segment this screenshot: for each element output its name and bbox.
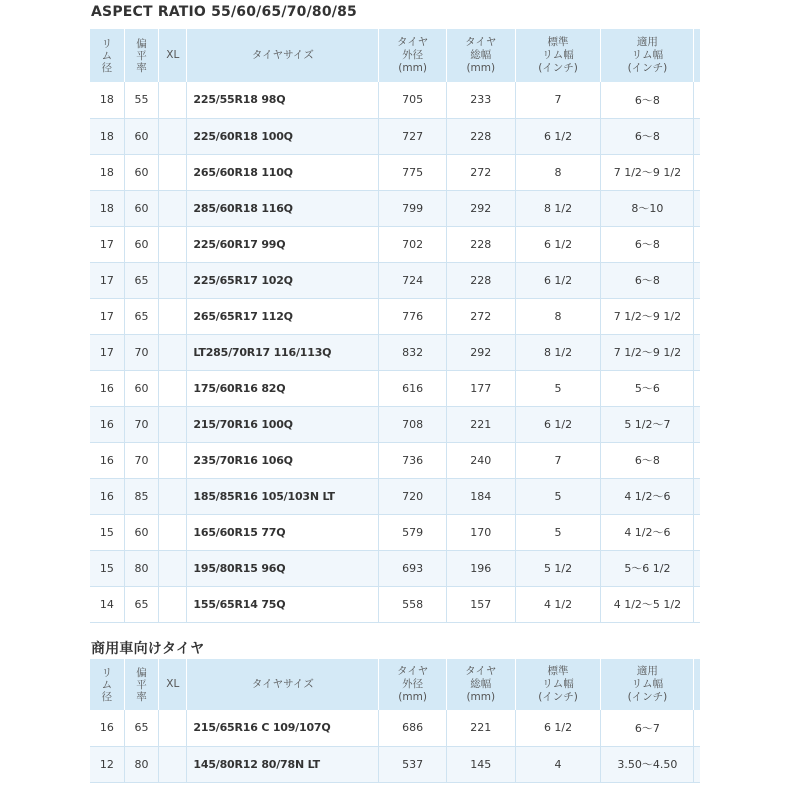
cell-total-width: 157 — [446, 586, 515, 622]
cell-standard-rim-width: 6 1/2 — [515, 710, 601, 746]
cell-aspect-ratio: 65 — [124, 298, 158, 334]
cell-tire-size: 285/60R18 116Q — [187, 190, 379, 226]
cell-tire-size: 225/65R17 102Q — [187, 262, 379, 298]
cell-gap — [694, 710, 700, 746]
cell-standard-rim-width: 5 — [515, 514, 601, 550]
cell-applicable-rim-width: 7 1/2～9 1/2 — [601, 334, 694, 370]
cell-applicable-rim-width: 6～8 — [601, 118, 694, 154]
cell-total-width: 221 — [446, 710, 515, 746]
cell-standard-rim-width: 6 1/2 — [515, 118, 601, 154]
cell-gap — [694, 190, 700, 226]
cell-applicable-rim-width: 5～6 1/2 — [601, 550, 694, 586]
cell-outer-diameter: 736 — [379, 442, 447, 478]
cell-rim-diameter: 18 — [90, 118, 124, 154]
cell-gap — [694, 370, 700, 406]
table-row — [90, 746, 700, 782]
cell-aspect-ratio: 60 — [124, 118, 158, 154]
cell-xl — [159, 118, 187, 154]
cell-applicable-rim-width: 7 1/2～9 1/2 — [601, 298, 694, 334]
cell-rim-diameter: 17 — [90, 298, 124, 334]
cell-rim-diameter: 17 — [90, 226, 124, 262]
cell-aspect-ratio: 60 — [124, 190, 158, 226]
cell-standard-rim-width: 8 — [515, 154, 601, 190]
cell-applicable-rim-width: 6～8 — [601, 442, 694, 478]
cell-total-width: 272 — [446, 154, 515, 190]
cell-aspect-ratio: 60 — [124, 370, 158, 406]
cell-xl — [159, 478, 187, 514]
section2-title: 商用車向けタイヤ — [91, 641, 205, 657]
cell-aspect-ratio: 55 — [124, 82, 158, 118]
cell-total-width: 170 — [446, 514, 515, 550]
cell-applicable-rim-width: 5 1/2～7 — [601, 406, 694, 442]
cell-rim-diameter: 16 — [90, 370, 124, 406]
cell-gap — [694, 154, 700, 190]
cell-aspect-ratio: 65 — [124, 262, 158, 298]
header-standard-rim-width: 標準 リム幅 (インチ) — [515, 659, 601, 710]
cell-xl — [159, 710, 187, 746]
cell-tire-size: 265/60R18 110Q — [187, 154, 379, 190]
cell-xl — [159, 746, 187, 782]
cell-standard-rim-width: 4 — [515, 746, 601, 782]
cell-standard-rim-width: 7 — [515, 442, 601, 478]
cell-gap — [694, 226, 700, 262]
cell-standard-rim-width: 6 1/2 — [515, 226, 601, 262]
cell-standard-rim-width: 6 1/2 — [515, 262, 601, 298]
cell-gap — [694, 118, 700, 154]
table-row — [90, 478, 700, 514]
header-outer-diameter: タイヤ 外径 (mm) — [379, 659, 447, 710]
cell-total-width: 196 — [446, 550, 515, 586]
cell-outer-diameter: 776 — [379, 298, 447, 334]
table-row — [90, 710, 700, 746]
table-header-row — [90, 29, 700, 82]
header-applicable-rim-width: 適用 リム幅 (インチ) — [601, 29, 694, 82]
cell-rim-diameter: 16 — [90, 710, 124, 746]
cell-rim-diameter: 15 — [90, 550, 124, 586]
header-aspect-ratio: 偏 平 率 — [124, 659, 158, 710]
commercial-tire-table — [90, 659, 700, 783]
cell-outer-diameter: 775 — [379, 154, 447, 190]
cell-aspect-ratio: 65 — [124, 710, 158, 746]
cell-rim-diameter: 17 — [90, 262, 124, 298]
cell-rim-diameter: 18 — [90, 190, 124, 226]
table-body — [90, 710, 700, 782]
tire-size-table — [90, 29, 700, 623]
cell-tire-size: 225/55R18 98Q — [187, 82, 379, 118]
cell-total-width: 228 — [446, 262, 515, 298]
cell-applicable-rim-width: 6～8 — [601, 262, 694, 298]
cell-standard-rim-width: 8 — [515, 298, 601, 334]
header-aspect-ratio: 偏 平 率 — [124, 29, 158, 82]
cell-xl — [159, 406, 187, 442]
cell-aspect-ratio: 60 — [124, 154, 158, 190]
cell-gap — [694, 298, 700, 334]
cell-outer-diameter: 708 — [379, 406, 447, 442]
cell-aspect-ratio: 70 — [124, 334, 158, 370]
cell-gap — [694, 82, 700, 118]
cell-total-width: 228 — [446, 226, 515, 262]
cell-total-width: 145 — [446, 746, 515, 782]
cell-gap — [694, 262, 700, 298]
cell-outer-diameter: 616 — [379, 370, 447, 406]
cell-rim-diameter: 17 — [90, 334, 124, 370]
cell-outer-diameter: 705 — [379, 82, 447, 118]
cell-xl — [159, 586, 187, 622]
cell-xl — [159, 442, 187, 478]
cell-applicable-rim-width: 8～10 — [601, 190, 694, 226]
cell-outer-diameter: 558 — [379, 586, 447, 622]
cell-tire-size: 235/70R16 106Q — [187, 442, 379, 478]
header-rim-diameter: リ ム 径 — [90, 659, 124, 710]
header-total-width: タイヤ 総幅 (mm) — [446, 29, 515, 82]
cell-outer-diameter: 832 — [379, 334, 447, 370]
cell-tire-size: 175/60R16 82Q — [187, 370, 379, 406]
cell-aspect-ratio: 60 — [124, 514, 158, 550]
table-row — [90, 154, 700, 190]
cell-applicable-rim-width: 6～7 — [601, 710, 694, 746]
cell-standard-rim-width: 8 1/2 — [515, 334, 601, 370]
cell-outer-diameter: 799 — [379, 190, 447, 226]
cell-applicable-rim-width: 4 1/2～6 — [601, 514, 694, 550]
cell-outer-diameter: 720 — [379, 478, 447, 514]
cell-gap — [694, 478, 700, 514]
cell-xl — [159, 298, 187, 334]
header-xl: XL — [159, 659, 187, 710]
header-tire-size: タイヤサイズ — [187, 659, 379, 710]
cell-outer-diameter: 702 — [379, 226, 447, 262]
cell-tire-size: 225/60R18 100Q — [187, 118, 379, 154]
table-row — [90, 514, 700, 550]
cell-total-width: 233 — [446, 82, 515, 118]
cell-applicable-rim-width: 4 1/2～6 — [601, 478, 694, 514]
table-row — [90, 226, 700, 262]
header-applicable-rim-width: 適用 リム幅 (インチ) — [601, 659, 694, 710]
table-row — [90, 298, 700, 334]
cell-applicable-rim-width: 5～6 — [601, 370, 694, 406]
cell-xl — [159, 262, 187, 298]
cell-total-width: 228 — [446, 118, 515, 154]
cell-rim-diameter: 16 — [90, 406, 124, 442]
cell-aspect-ratio: 70 — [124, 442, 158, 478]
cell-gap — [694, 334, 700, 370]
cell-rim-diameter: 14 — [90, 586, 124, 622]
cell-total-width: 292 — [446, 334, 515, 370]
cell-aspect-ratio: 70 — [124, 406, 158, 442]
cell-applicable-rim-width: 3.50～4.50 — [601, 746, 694, 782]
cell-aspect-ratio: 80 — [124, 550, 158, 586]
table-row — [90, 406, 700, 442]
cell-gap — [694, 442, 700, 478]
cell-xl — [159, 514, 187, 550]
table-header-row — [90, 659, 700, 710]
cell-total-width: 240 — [446, 442, 515, 478]
cell-total-width: 272 — [446, 298, 515, 334]
cell-rim-diameter: 15 — [90, 514, 124, 550]
cell-rim-diameter: 18 — [90, 154, 124, 190]
cell-standard-rim-width: 4 1/2 — [515, 586, 601, 622]
header-tire-size: タイヤサイズ — [187, 29, 379, 82]
cell-gap — [694, 746, 700, 782]
cell-tire-size: LT285/70R17 116/113Q — [187, 334, 379, 370]
cell-standard-rim-width: 5 — [515, 478, 601, 514]
cell-xl — [159, 334, 187, 370]
cell-total-width: 221 — [446, 406, 515, 442]
table-row — [90, 82, 700, 118]
header-standard-rim-width: 標準 リム幅 (インチ) — [515, 29, 601, 82]
cell-tire-size: 165/60R15 77Q — [187, 514, 379, 550]
cell-aspect-ratio: 80 — [124, 746, 158, 782]
cell-tire-size: 155/65R14 75Q — [187, 586, 379, 622]
cell-xl — [159, 190, 187, 226]
cell-xl — [159, 154, 187, 190]
cell-rim-diameter: 18 — [90, 82, 124, 118]
cell-tire-size: 215/65R16 C 109/107Q — [187, 710, 379, 746]
cell-outer-diameter: 537 — [379, 746, 447, 782]
cell-applicable-rim-width: 6～8 — [601, 226, 694, 262]
cell-xl — [159, 550, 187, 586]
cell-tire-size: 225/60R17 99Q — [187, 226, 379, 262]
cell-aspect-ratio: 85 — [124, 478, 158, 514]
table-row — [90, 442, 700, 478]
cell-applicable-rim-width: 7 1/2～9 1/2 — [601, 154, 694, 190]
cell-tire-size: 215/70R16 100Q — [187, 406, 379, 442]
cell-gap — [694, 550, 700, 586]
cell-aspect-ratio: 60 — [124, 226, 158, 262]
table-row — [90, 586, 700, 622]
cell-standard-rim-width: 8 1/2 — [515, 190, 601, 226]
cell-aspect-ratio: 65 — [124, 586, 158, 622]
cell-rim-diameter: 16 — [90, 442, 124, 478]
cell-standard-rim-width: 5 — [515, 370, 601, 406]
cell-xl — [159, 82, 187, 118]
header-gap — [694, 659, 700, 710]
cell-outer-diameter: 686 — [379, 710, 447, 746]
table-row — [90, 334, 700, 370]
cell-outer-diameter: 727 — [379, 118, 447, 154]
cell-xl — [159, 226, 187, 262]
table-row — [90, 262, 700, 298]
table-row — [90, 370, 700, 406]
cell-total-width: 177 — [446, 370, 515, 406]
cell-xl — [159, 370, 187, 406]
section1-title: ASPECT RATIO 55/60/65/70/80/85 — [91, 4, 357, 20]
cell-gap — [694, 406, 700, 442]
cell-standard-rim-width: 5 1/2 — [515, 550, 601, 586]
cell-applicable-rim-width: 6～8 — [601, 82, 694, 118]
cell-rim-diameter: 12 — [90, 746, 124, 782]
header-total-width: タイヤ 総幅 (mm) — [446, 659, 515, 710]
cell-gap — [694, 586, 700, 622]
table-row — [90, 190, 700, 226]
cell-standard-rim-width: 6 1/2 — [515, 406, 601, 442]
cell-outer-diameter: 693 — [379, 550, 447, 586]
table-body — [90, 82, 700, 622]
cell-tire-size: 265/65R17 112Q — [187, 298, 379, 334]
table-row — [90, 118, 700, 154]
header-rim-diameter: リ ム 径 — [90, 29, 124, 82]
table-row — [90, 550, 700, 586]
header-gap — [694, 29, 700, 82]
cell-standard-rim-width: 7 — [515, 82, 601, 118]
header-outer-diameter: タイヤ 外径 (mm) — [379, 29, 447, 82]
cell-tire-size: 185/85R16 105/103N LT — [187, 478, 379, 514]
header-xl: XL — [159, 29, 187, 82]
cell-total-width: 292 — [446, 190, 515, 226]
cell-outer-diameter: 724 — [379, 262, 447, 298]
cell-tire-size: 145/80R12 80/78N LT — [187, 746, 379, 782]
cell-tire-size: 195/80R15 96Q — [187, 550, 379, 586]
cell-outer-diameter: 579 — [379, 514, 447, 550]
cell-total-width: 184 — [446, 478, 515, 514]
cell-gap — [694, 514, 700, 550]
cell-applicable-rim-width: 4 1/2～5 1/2 — [601, 586, 694, 622]
cell-rim-diameter: 16 — [90, 478, 124, 514]
